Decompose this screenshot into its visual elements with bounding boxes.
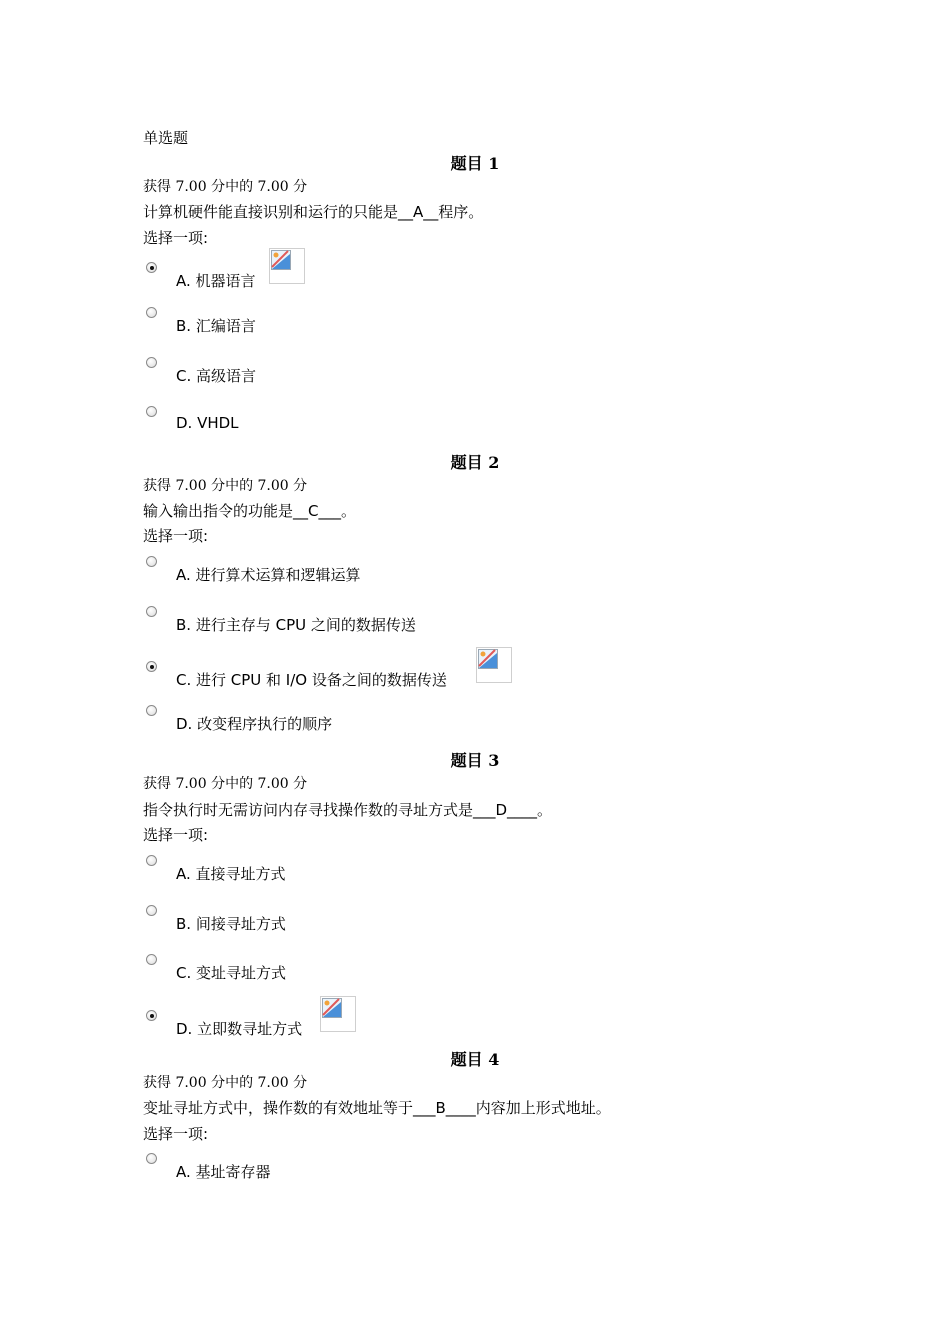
option-label[interactable]: B. 汇编语言 <box>176 317 256 335</box>
option-label[interactable]: C. 高级语言 <box>176 367 257 385</box>
option-label[interactable]: A. 直接寻址方式 <box>176 865 286 883</box>
radio-button[interactable] <box>146 855 157 866</box>
option-label[interactable]: C. 变址寻址方式 <box>176 964 287 982</box>
option-label[interactable]: D. 立即数寻址方式 <box>176 1020 303 1038</box>
option-label[interactable]: A. 机器语言 <box>176 272 256 290</box>
question-text: 计算机硬件能直接识别和运行的只能是__A__程序。 <box>143 203 484 221</box>
radio-button[interactable] <box>146 406 157 417</box>
option-b[interactable] <box>0 599 950 639</box>
question-title: 题目 4 <box>450 1050 500 1069</box>
option-a[interactable] <box>0 848 950 888</box>
option-label[interactable]: C. 进行 CPU 和 I/O 设备之间的数据传送 <box>176 671 447 689</box>
radio-button[interactable] <box>146 606 157 617</box>
question-text: 变址寻址方式中，操作数的有效地址等于___B____内容加上形式地址。 <box>143 1099 611 1117</box>
option-label[interactable]: D. VHDL <box>176 414 239 432</box>
radio-button[interactable] <box>146 556 157 567</box>
correct-mark-icon <box>476 647 512 683</box>
option-a[interactable] <box>0 1146 950 1186</box>
section-label: 单选题 <box>143 129 189 147</box>
radio-button[interactable] <box>146 905 157 916</box>
question-title: 题目 2 <box>450 453 500 472</box>
question-title: 题目 3 <box>450 751 500 770</box>
question-score: 获得 7.00 分中的 7.00 分 <box>143 179 308 195</box>
radio-button[interactable] <box>146 1153 157 1164</box>
question-score: 获得 7.00 分中的 7.00 分 <box>143 776 308 792</box>
option-label[interactable]: A. 进行算术运算和逻辑运算 <box>176 566 361 584</box>
radio-button[interactable] <box>146 357 157 368</box>
option-label[interactable]: D. 改变程序执行的顺序 <box>176 715 333 733</box>
option-b[interactable] <box>0 300 950 340</box>
question-text: 输入输出指令的功能是__C___。 <box>143 502 356 520</box>
option-c[interactable] <box>0 947 950 987</box>
option-a[interactable] <box>0 255 950 295</box>
question-score: 获得 7.00 分中的 7.00 分 <box>143 478 308 494</box>
radio-button[interactable] <box>146 705 157 716</box>
question-score: 获得 7.00 分中的 7.00 分 <box>143 1075 308 1091</box>
option-d[interactable] <box>0 1003 950 1043</box>
option-a[interactable] <box>0 549 950 589</box>
question-prompt: 选择一项: <box>143 229 209 247</box>
radio-button-selected[interactable] <box>146 661 157 672</box>
radio-button[interactable] <box>146 954 157 965</box>
option-d[interactable] <box>0 698 950 738</box>
question-text: 指令执行时无需访问内存寻找操作数的寻址方式是___D____。 <box>143 801 553 819</box>
question-prompt: 选择一项: <box>143 527 209 545</box>
option-b[interactable] <box>0 898 950 938</box>
radio-button-selected[interactable] <box>146 262 157 273</box>
question-prompt: 选择一项: <box>143 826 209 844</box>
option-c[interactable] <box>0 654 950 694</box>
radio-button-selected[interactable] <box>146 1010 157 1021</box>
option-label[interactable]: B. 进行主存与 CPU 之间的数据传送 <box>176 616 416 634</box>
option-label[interactable]: B. 间接寻址方式 <box>176 915 286 933</box>
correct-mark-icon <box>269 248 305 284</box>
option-d[interactable] <box>0 399 950 439</box>
radio-button[interactable] <box>146 307 157 318</box>
question-prompt: 选择一项: <box>143 1125 209 1143</box>
question-title: 题目 1 <box>450 154 500 173</box>
option-label[interactable]: A. 基址寄存器 <box>176 1163 271 1181</box>
option-c[interactable] <box>0 350 950 390</box>
correct-mark-icon <box>320 996 356 1032</box>
